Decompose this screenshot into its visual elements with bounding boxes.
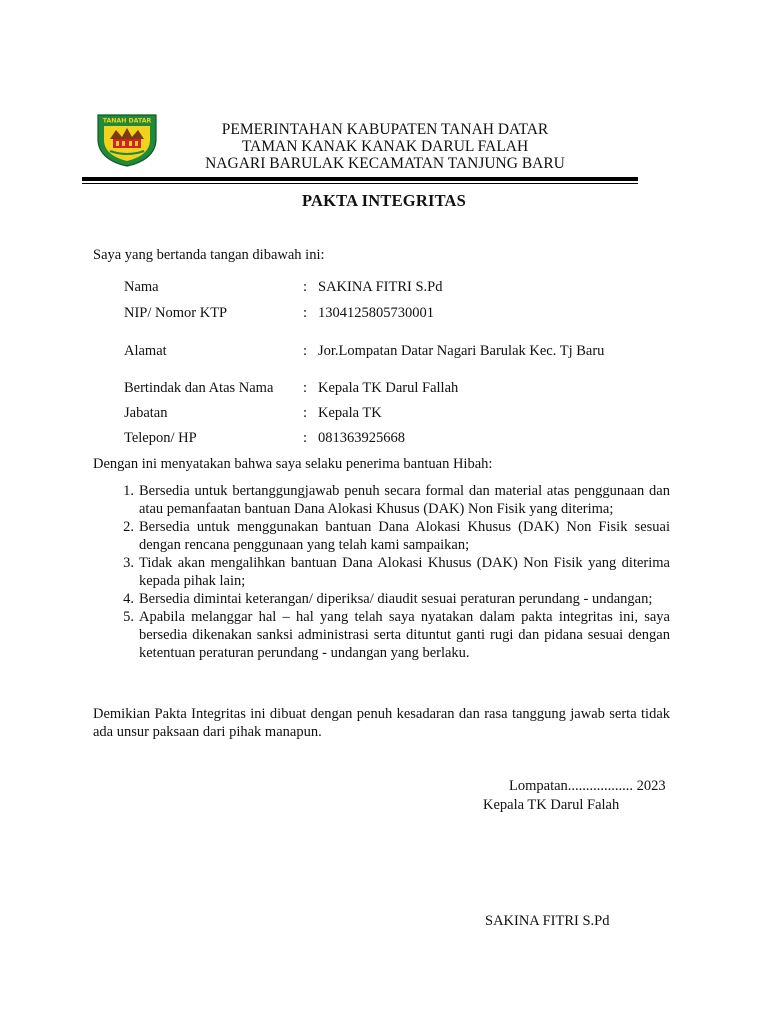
header-line-address: NAGARI BARULAK KECAMATAN TANJUNG BARU	[205, 155, 565, 172]
header-divider-thin	[82, 183, 638, 184]
document-title: PAKTA INTEGRITAS	[301, 191, 467, 210]
field-value-jabatan: Kepala TK	[318, 405, 382, 421]
list-item-text: Tidak akan mengalihkan bantuan Dana Alokasi Khusus (DAK) Non Fisik yang diterima kepada pihak lain;	[139, 555, 670, 589]
commitment-list	[110, 482, 670, 662]
field-value-alamat: Jor.Lompatan Datar Nagari Barulak Kec. Tj Baru	[318, 343, 605, 359]
field-label-nip: NIP/ Nomor KTP	[124, 305, 228, 321]
signatory-position: Kepala TK Darul Falah	[483, 797, 620, 813]
tanah-datar-emblem-icon	[96, 113, 158, 167]
field-label-jabatan: Jabatan	[124, 405, 168, 421]
header-line-school: TAMAN KANAK KANAK DARUL FALAH	[241, 138, 529, 155]
declaration-text: Dengan ini menyatakan bahwa saya selaku penerima bantuan Hibah:	[93, 456, 493, 472]
header-divider-thick	[82, 177, 638, 181]
intro-text: Saya yang bertanda tangan dibawah ini:	[93, 247, 325, 263]
list-item	[110, 608, 670, 662]
closing-paragraph: Demikian Pakta Integritas ini dibuat dengan penuh kesadaran dan rasa tanggung jawab serta tidak ada unsur paksaan dari pihak manapun.	[93, 706, 670, 740]
field-value-nama: SAKINA FITRI S.Pd	[318, 279, 443, 295]
field-label-telepon: Telepon/ HP	[124, 430, 197, 446]
field-label-alamat: Alamat	[124, 343, 167, 359]
signatory-name: SAKINA FITRI S.Pd	[485, 913, 610, 929]
list-item	[110, 590, 670, 608]
header-line-government: PEMERINTAHAN KABUPATEN TANAH DATAR	[221, 121, 549, 138]
field-colon: :	[303, 279, 308, 295]
list-item-number: 4.	[123, 591, 134, 607]
list-item-text: Bersedia untuk menggunakan bantuan Dana Alokasi Khusus (DAK) Non Fisik sesuai dengan rencana penggunaan yang telah kami sampaikan;	[139, 519, 670, 553]
list-item-text: Apabila melanggar hal – hal yang telah saya nyatakan dalam pakta integritas ini, saya bersedia dikenakan sanksi administrasi serta dituntut ganti rugi dan pidana sesuai dengan ketentuan peraturan perundang - undangan yang berlaku.	[139, 609, 670, 661]
field-label-bertindak: Bertindak dan Atas Nama	[124, 380, 274, 396]
list-item-text: Bersedia untuk bertanggungjawab penuh secara formal dan material atas penggunaan dan atau pemanfaatan bantuan Dana Alokasi Khusus (DAK) Non Fisik yang diterima;	[139, 483, 670, 517]
list-item-number: 2.	[123, 519, 134, 535]
field-colon: :	[303, 430, 308, 446]
list-item-number: 5.	[123, 609, 134, 625]
field-colon: :	[303, 380, 308, 396]
list-item	[110, 482, 670, 518]
list-item	[110, 554, 670, 590]
field-colon: :	[303, 305, 308, 321]
logo-text: TANAH DATAR	[102, 117, 152, 125]
list-item	[110, 518, 670, 554]
list-item-number: 3.	[123, 555, 134, 571]
field-value-bertindak: Kepala TK Darul Fallah	[318, 380, 459, 396]
field-colon: :	[303, 405, 308, 421]
field-value-telepon: 081363925668	[318, 430, 405, 446]
list-item-number: 1.	[123, 483, 134, 499]
field-value-nip: 1304125805730001	[318, 305, 434, 321]
field-label-nama: Nama	[124, 279, 159, 295]
field-colon: :	[303, 343, 308, 359]
place-date: Lompatan.................. 2023	[509, 778, 666, 794]
list-item-text: Bersedia dimintai keterangan/ diperiksa/ diaudit sesuai peraturan perundang - undangan;	[139, 591, 653, 607]
